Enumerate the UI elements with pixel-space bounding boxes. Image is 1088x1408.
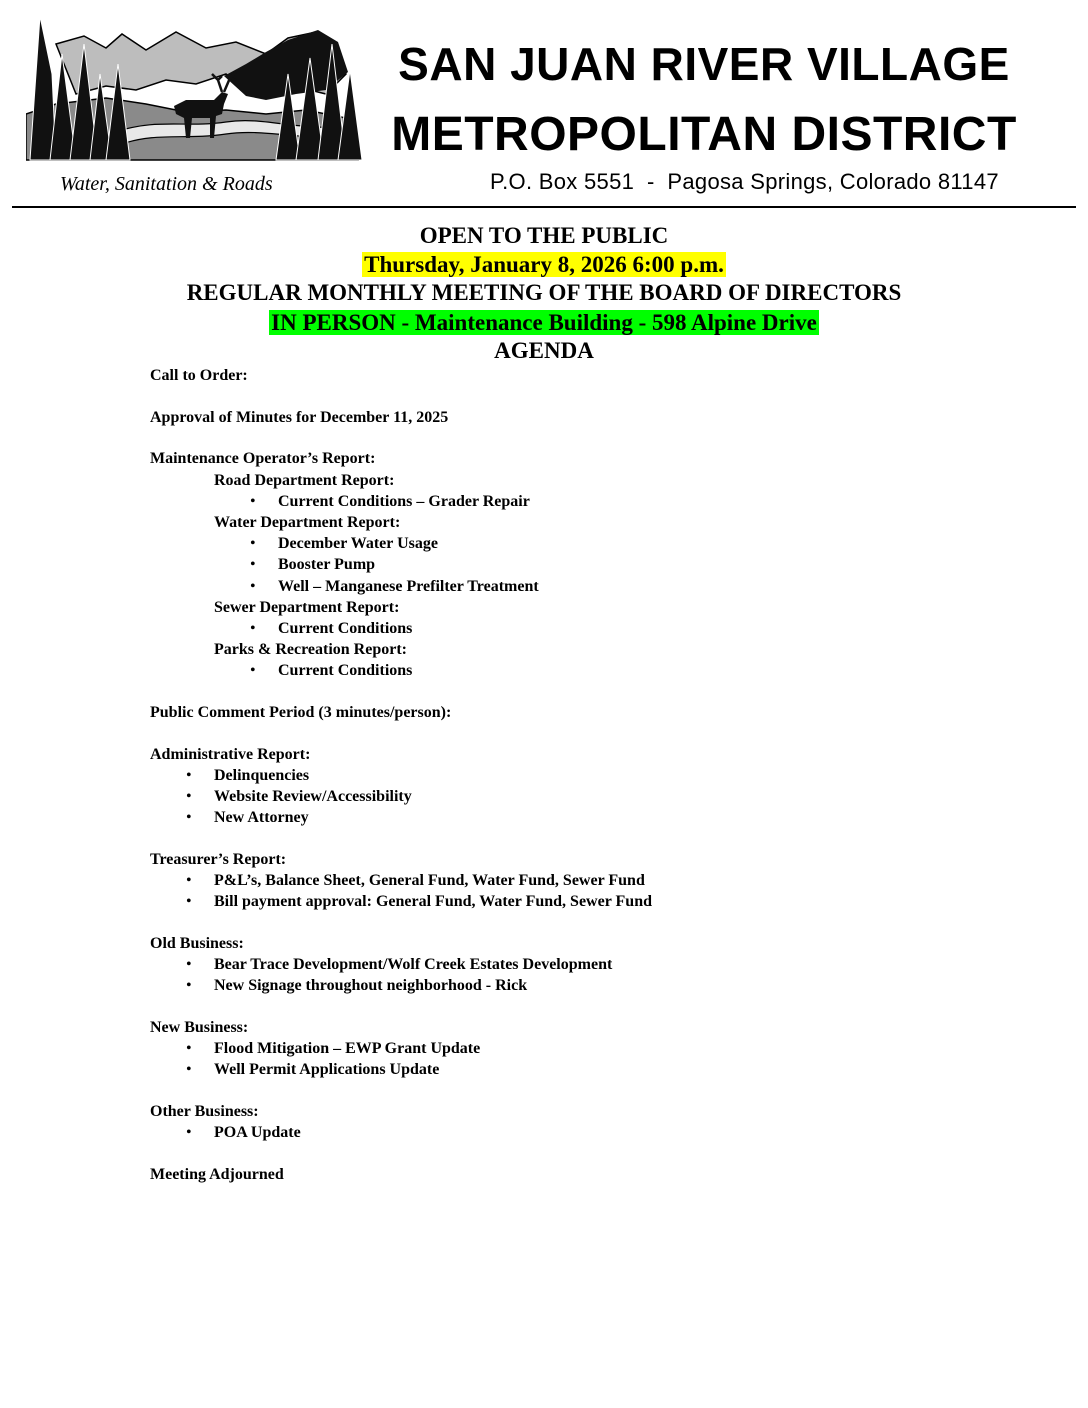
open-to-public bbox=[0, 222, 1088, 250]
meeting-date bbox=[0, 251, 1088, 279]
bullet-icon: • bbox=[186, 809, 192, 827]
bullet-icon: • bbox=[186, 956, 192, 974]
list-item-text: Well – Manganese Prefilter Treatment bbox=[278, 577, 539, 595]
list-item-text: Bear Trace Development/Wolf Creek Estates Development bbox=[214, 956, 613, 974]
bullet-icon: • bbox=[250, 492, 256, 510]
list-item bbox=[150, 870, 1030, 891]
list-item-text: Delinquencies bbox=[214, 766, 310, 784]
list-item bbox=[150, 1038, 1030, 1059]
sewer-report-heading: Sewer Department Report: bbox=[214, 598, 400, 616]
list-item-text: P&L’s, Balance Sheet, General Fund, Water Fund, Sewer Fund bbox=[214, 872, 645, 890]
water-report-heading: Water Department Report: bbox=[214, 513, 401, 531]
approval-of-minutes: Approval of Minutes for December 11, 2025 bbox=[150, 408, 449, 426]
meeting-location bbox=[0, 309, 1088, 337]
agenda-heading-text: AGENDA bbox=[494, 338, 594, 363]
bullet-icon: • bbox=[250, 535, 256, 553]
list-item-text: POA Update bbox=[214, 1124, 301, 1142]
agenda-heading bbox=[0, 337, 1088, 365]
old-business-heading: Old Business: bbox=[150, 934, 244, 952]
list-item-text: Current Conditions bbox=[278, 662, 413, 680]
list-item-text: New Attorney bbox=[214, 809, 309, 827]
administrative-report-heading: Administrative Report: bbox=[150, 745, 311, 763]
list-item bbox=[150, 554, 1030, 575]
list-item bbox=[150, 660, 1030, 681]
list-item bbox=[150, 618, 1030, 639]
list-item bbox=[150, 1122, 1030, 1143]
meeting-title-text: REGULAR MONTHLY MEETING OF THE BOARD OF DIRECTORS bbox=[186, 280, 902, 305]
parks-report-heading: Parks & Recreation Report: bbox=[214, 641, 407, 659]
list-item bbox=[150, 891, 1030, 912]
list-item-text: Flood Mitigation – EWP Grant Update bbox=[214, 1040, 481, 1058]
new-business-heading: New Business: bbox=[150, 1019, 249, 1036]
bullet-icon: • bbox=[250, 619, 256, 637]
district-name-line1: SAN JUAN RIVER VILLAGE bbox=[398, 38, 1010, 90]
list-item-text: Website Review/Accessibility bbox=[214, 788, 412, 805]
list-item-text: Current Conditions bbox=[278, 619, 413, 637]
bullet-icon: • bbox=[186, 766, 192, 784]
list-item bbox=[150, 807, 1030, 828]
meeting-title bbox=[0, 279, 1088, 307]
bullet-icon: • bbox=[186, 1040, 192, 1058]
bullet-icon: • bbox=[186, 893, 192, 911]
bullet-icon: • bbox=[250, 556, 256, 574]
header-divider bbox=[12, 206, 1076, 208]
other-business-heading: Other Business: bbox=[150, 1103, 259, 1121]
bullet-icon: • bbox=[186, 1061, 192, 1079]
road-report-heading: Road Department Report: bbox=[214, 471, 395, 489]
bullet-icon: • bbox=[250, 577, 256, 595]
list-item bbox=[150, 975, 1030, 996]
mountain-elk-logo-icon bbox=[26, 14, 362, 162]
list-item-text: Well Permit Applications Update bbox=[214, 1061, 440, 1079]
meeting-location-text: IN PERSON - Maintenance Building - 598 Alpine Drive bbox=[271, 310, 817, 335]
list-item-text: Booster Pump bbox=[278, 556, 376, 574]
treasurer-report-heading: Treasurer’s Report: bbox=[150, 850, 287, 868]
list-item-text: December Water Usage bbox=[278, 535, 438, 553]
list-item bbox=[150, 786, 1030, 807]
tagline: Water, Sanitation & Roads bbox=[60, 173, 273, 195]
agenda-list bbox=[150, 365, 1030, 1185]
call-to-order: Call to Order: bbox=[150, 367, 248, 384]
bullet-icon: • bbox=[250, 662, 256, 680]
list-item bbox=[150, 533, 1030, 554]
mailing-address: P.O. Box 5551 - Pagosa Springs, Colorado 81147 bbox=[490, 169, 999, 194]
list-item-text: Bill payment approval: General Fund, Water Fund, Sewer Fund bbox=[214, 893, 652, 911]
meeting-date-text: Thursday, January 8, 2026 6:00 p.m. bbox=[364, 252, 724, 277]
meeting-adjourned: Meeting Adjourned bbox=[150, 1165, 284, 1183]
public-comment-period: Public Comment Period (3 minutes/person): bbox=[150, 703, 452, 721]
list-item bbox=[150, 576, 1030, 597]
list-item bbox=[150, 765, 1030, 786]
list-item bbox=[150, 1059, 1030, 1080]
bullet-icon: • bbox=[186, 1124, 192, 1142]
list-item-text: Current Conditions – Grader Repair bbox=[278, 492, 530, 510]
district-name-line2: METROPOLITAN DISTRICT bbox=[391, 108, 1017, 161]
list-item bbox=[150, 491, 1030, 512]
bullet-icon: • bbox=[186, 977, 192, 995]
bullet-icon: • bbox=[186, 788, 192, 805]
open-to-public-text: OPEN TO THE PUBLIC bbox=[419, 223, 669, 248]
list-item bbox=[150, 954, 1030, 975]
list-item-text: New Signage throughout neighborhood - Rick bbox=[214, 977, 528, 995]
bullet-icon: • bbox=[186, 872, 192, 890]
maintenance-report-heading: Maintenance Operator’s Report: bbox=[150, 450, 376, 468]
